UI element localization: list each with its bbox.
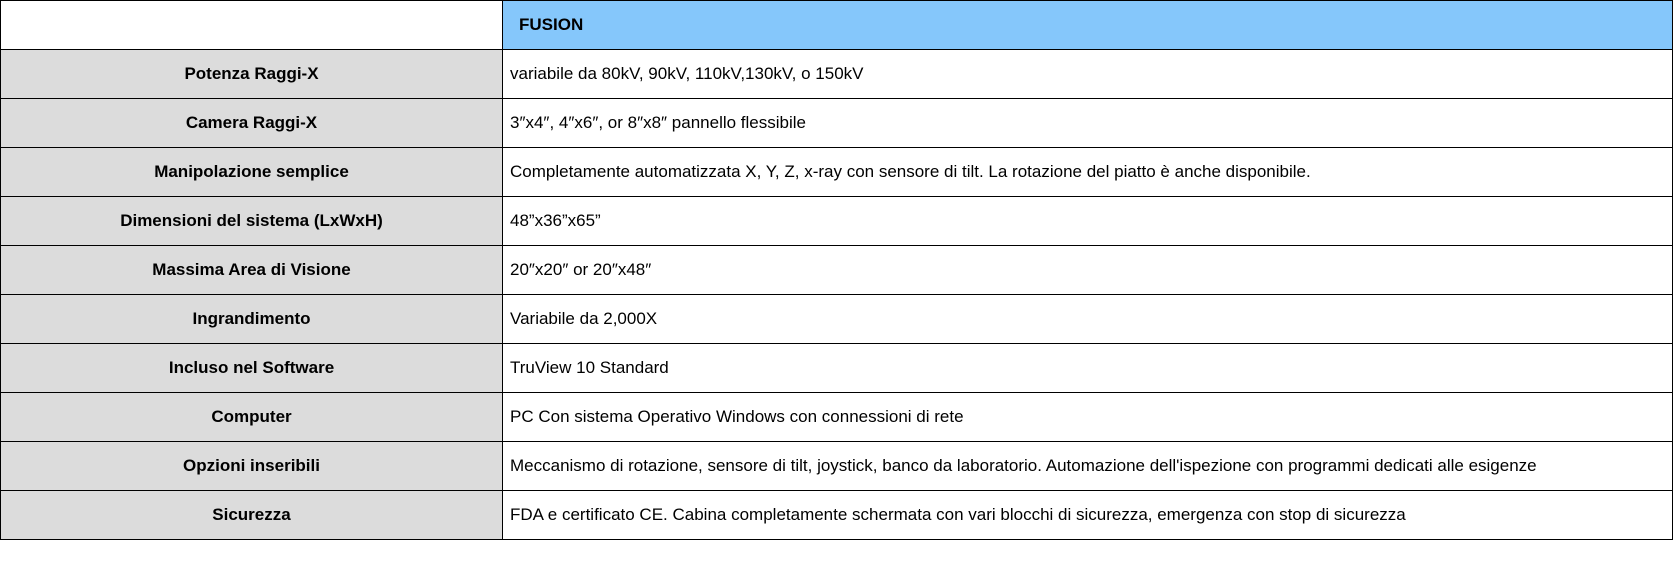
row-value: 3″x4″, 4″x6″, or 8″x8″ pannello flessibile [503,99,1673,148]
table-row [1,197,1673,246]
header-row [1,1,1673,50]
row-label: Incluso nel Software [1,344,503,393]
table-row [1,148,1673,197]
table-row [1,246,1673,295]
table-row [1,344,1673,393]
row-label: Computer [1,393,503,442]
row-label: Ingrandimento [1,295,503,344]
row-value: 20″x20″ or 20″x48″ [503,246,1673,295]
row-value: FDA e certificato CE. Cabina completamente schermata con vari blocchi di sicurezza, emergenza con stop di sicurezza [503,491,1673,540]
corner-cell [1,1,503,50]
row-label: Dimensioni del sistema (LxWxH) [1,197,503,246]
row-value: Meccanismo di rotazione, sensore di tilt, joystick, banco da laboratorio. Automazione dell'ispezione con programmi dedicati alle esigenze [503,442,1673,491]
row-value: 48”x36”x65” [503,197,1673,246]
row-label: Massima Area di Visione [1,246,503,295]
product-header-cell: FUSION [503,1,1673,50]
row-value: Completamente automatizzata X, Y, Z, x-ray con sensore di tilt. La rotazione del piatto è anche disponibile. [503,148,1673,197]
row-label: Manipolazione semplice [1,148,503,197]
table-row [1,442,1673,491]
row-label: Camera Raggi-X [1,99,503,148]
row-label: Sicurezza [1,491,503,540]
row-value: PC Con sistema Operativo Windows con connessioni di rete [503,393,1673,442]
table-row [1,99,1673,148]
row-value: TruView 10 Standard [503,344,1673,393]
row-label: Potenza Raggi-X [1,50,503,99]
table-row [1,295,1673,344]
row-label: Opzioni inseribili [1,442,503,491]
row-value: Variabile da 2,000X [503,295,1673,344]
table-row [1,50,1673,99]
table-row [1,491,1673,540]
table-row [1,393,1673,442]
row-value: variabile da 80kV, 90kV, 110kV,130kV, o 150kV [503,50,1673,99]
